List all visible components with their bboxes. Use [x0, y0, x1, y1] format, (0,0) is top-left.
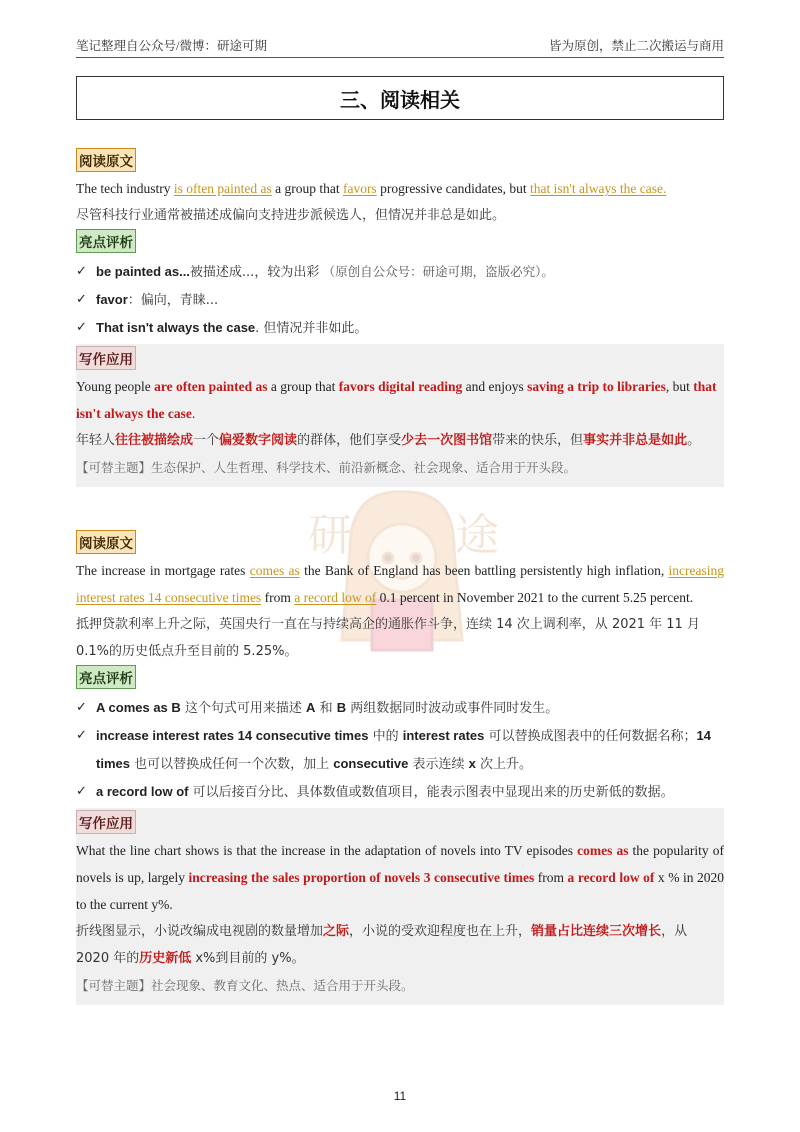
explanation-text: 也可以替换成任何一个次数，加上	[129, 757, 334, 772]
highlight-point	[76, 722, 724, 778]
highlighted-phrase: 历史新低	[139, 951, 192, 966]
key-phrase: B	[336, 700, 347, 715]
highlight-tag: 亮点评析	[76, 665, 136, 689]
write-en-sentence	[76, 837, 724, 918]
key-phrase: increase interest rates 14 consecutive times	[96, 728, 369, 743]
highlight-points	[76, 258, 724, 342]
highlighted-phrase: 事实并非总是如此	[583, 433, 688, 448]
text-run: 年轻人	[76, 433, 116, 448]
text-run: 。	[687, 433, 701, 448]
orig-zh-sentence: 尽管科技行业通常被描述成偏向支持进步派候选人，但情况并非总是如此。	[76, 208, 506, 223]
highlighted-phrase: favors	[342, 181, 377, 196]
alt-themes: 【可替主题】生态保护、人生哲理、科学技术、前沿新概念、社会现象、适合用于开头段。	[76, 460, 577, 475]
text-run: from	[534, 870, 568, 885]
header-right: 皆为原创，禁止二次搬运与商用	[548, 39, 724, 53]
highlighted-phrase: that isn't always the case.	[530, 181, 667, 196]
text-run: .	[191, 406, 196, 421]
key-phrase: A	[306, 700, 316, 715]
watermark-char-1: 研	[308, 510, 352, 561]
text-run: and enjoys	[462, 379, 528, 394]
writing-tag: 写作应用	[76, 810, 136, 834]
key-phrase: A comes as B	[96, 700, 181, 715]
explanation-text: 两组数据同时波动或事件同时发生。	[346, 701, 559, 716]
key-phrase: x	[468, 756, 476, 771]
highlighted-phrase: 销量占比连续三次增长	[531, 924, 662, 939]
check-icon: ✓	[76, 320, 87, 335]
text-run: ，小说的受欢迎程度也在上升，	[349, 924, 532, 939]
key-phrase: consecutive	[333, 756, 409, 771]
explanation-text: 次上升。	[475, 757, 533, 772]
text-run: 的群体，他们享受	[297, 433, 402, 448]
highlight-point: ✓ favor：偏向，青睐...	[76, 286, 724, 314]
orig-en-sentence	[76, 557, 724, 611]
explanation-text: 可以后接百分比、具体数值或数值项目，能表示图表中显现出来的历史新低的数据。	[188, 785, 674, 800]
header-left: 笔记整理自公众号/微博：研途可期	[76, 39, 267, 53]
orig-text-tag: 阅读原文	[76, 530, 136, 554]
highlighted-phrase: favors digital reading	[338, 379, 463, 394]
check-icon: ✓	[76, 784, 87, 799]
orig-zh-sentence: 抵押贷款利率上升之际，英国央行一直在与持续高企的通胀作斗争，连续 14 次上调利率，从 2021 年 11 月 0.1%的历史低点升至目前的 5.25%。	[76, 617, 700, 659]
watermark-char-2: 途	[455, 510, 499, 561]
header-divider	[76, 57, 724, 58]
explanation-text: 和	[315, 701, 337, 716]
highlighted-phrase: that isn't always the case	[76, 379, 717, 421]
orig-text-tag: 阅读原文	[76, 148, 136, 172]
highlight-point	[76, 694, 724, 722]
text-run: ，从 2020 年的	[76, 924, 688, 966]
section-2	[76, 530, 724, 1005]
text-run: a group that	[271, 181, 343, 196]
highlight-point: ✓ That isn't always the case. 但情况并非如此。	[76, 314, 724, 342]
text-run: , but	[665, 379, 694, 394]
highlighted-phrase: 之际	[323, 924, 350, 939]
highlighted-phrase: saving a trip to libraries	[527, 379, 666, 394]
explanation-text: 这个句式可用来描述	[180, 701, 307, 716]
text-run: Young people	[76, 379, 155, 394]
text-run: progressive candidates, but	[376, 181, 531, 196]
explanation-text: 可以替换成图表中的任何数据名称；	[484, 729, 697, 744]
text-run: the popularity of novels is up, largely	[76, 843, 724, 885]
explanation-text: 表示连续	[408, 757, 469, 772]
text-run: 0.1 percent in November 2021 to the current 5.25 percent.	[376, 590, 694, 605]
page-number: 11	[393, 1089, 407, 1103]
text-run: from	[261, 590, 295, 605]
highlighted-phrase: are often painted as	[154, 379, 268, 394]
key-phrase: 14 times	[96, 728, 711, 771]
highlighted-phrase: 偏爱数字阅读	[219, 433, 298, 448]
highlighted-phrase: 少去一次图书馆	[401, 433, 493, 448]
text-run: x%到目前的 y%。	[191, 951, 305, 966]
orig-en-sentence	[76, 175, 724, 202]
check-icon: ✓	[76, 700, 87, 715]
highlighted-phrase: increasing interest rates 14 consecutive times	[76, 563, 724, 605]
key-phrase: interest rates	[402, 728, 485, 743]
highlight-tag: 亮点评析	[76, 229, 136, 253]
text-run: the Bank of England has been battling persistently high inflation,	[299, 563, 669, 578]
highlighted-phrase: comes as	[249, 563, 300, 578]
write-zh-sentence	[76, 427, 724, 454]
section-title-box	[76, 76, 724, 120]
highlighted-phrase: a record low of	[567, 870, 655, 885]
text-run: 带来的快乐，但	[492, 433, 584, 448]
check-icon: ✓	[76, 292, 87, 307]
key-phrase: a record low of	[96, 784, 189, 799]
highlighted-phrase: 往往被描绘成	[115, 433, 194, 448]
highlight-point	[76, 778, 724, 806]
explanation-text: 中的	[368, 729, 403, 744]
text-run: The increase in mortgage rates	[76, 563, 250, 578]
writing-application-block	[76, 808, 724, 1005]
highlight-points	[76, 694, 724, 806]
highlighted-phrase: a record low of	[294, 590, 377, 605]
highlight-point: ✓ be painted as...被描述成...，较为出彩 （原创自公众号：研途可期，盗版必究）。	[76, 258, 724, 286]
writing-tag: 写作应用	[76, 346, 136, 370]
write-zh-sentence	[76, 918, 724, 972]
highlighted-phrase: comes as	[577, 843, 629, 858]
writing-application-block	[76, 344, 724, 487]
check-icon: ✓	[76, 264, 87, 279]
check-icon: ✓	[76, 728, 87, 743]
section-1	[76, 148, 724, 487]
write-en-sentence	[76, 373, 724, 427]
text-run: a group that	[267, 379, 339, 394]
alt-themes: 【可替主题】社会现象、教育文化、热点、适合用于开头段。	[76, 978, 414, 993]
text-run: x % in 2020 to the current y%.	[76, 870, 724, 912]
text-run: 一个	[193, 433, 220, 448]
highlighted-phrase: is often painted as	[173, 181, 272, 196]
text-run: 折线图显示，小说改编成电视剧的数量增加	[76, 924, 324, 939]
text-run: What the line chart shows is that the increase in the adaptation of novels into TV episodes	[76, 843, 578, 858]
section-title: 三、阅读相关	[340, 87, 460, 112]
text-run: The tech industry	[76, 181, 174, 196]
highlighted-phrase: increasing the sales proportion of novels 3 consecutive times	[188, 870, 535, 885]
